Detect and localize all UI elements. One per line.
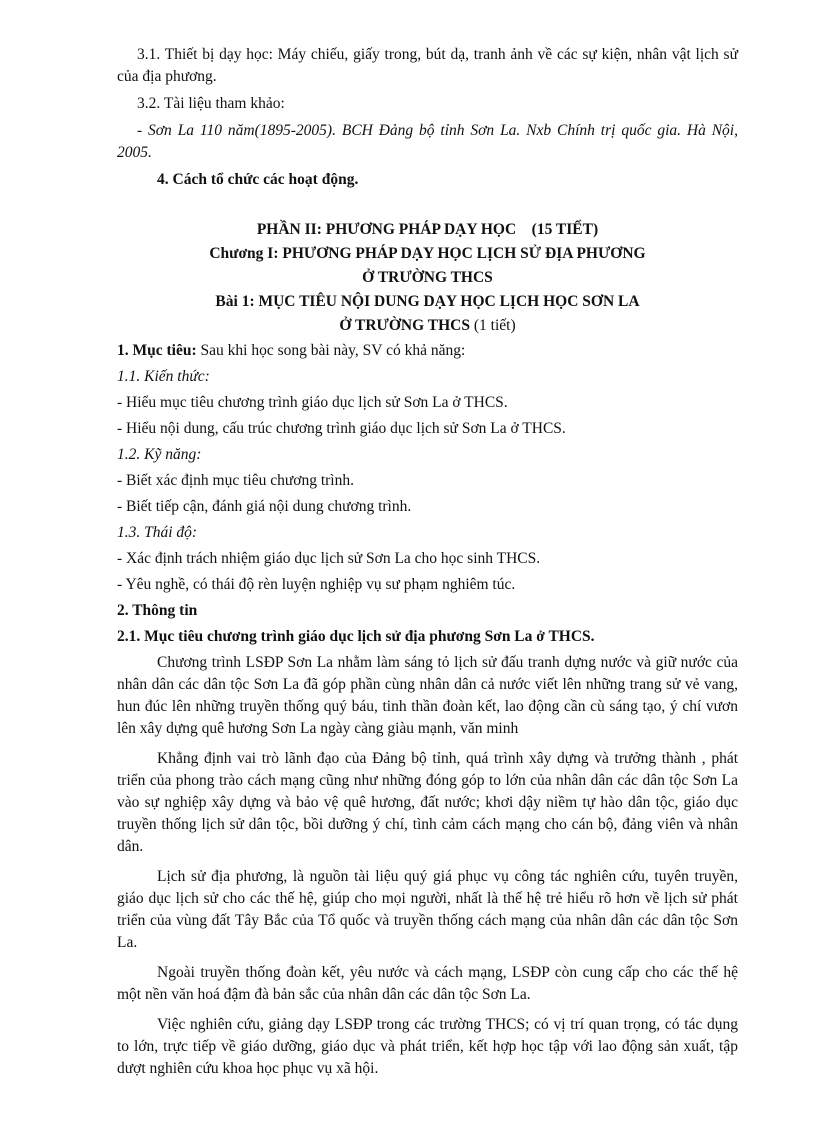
skills-item-1: - Biết xác định mục tiêu chương trình.: [117, 472, 354, 489]
reference-heading: 3.2. Tài liệu tham khảo:: [137, 95, 285, 112]
objectives-label: 1. Mục tiêu:: [117, 342, 197, 359]
lesson-title-line1: Bài 1: MỤC TIÊU NỘI DUNG DẠY HỌC LỊCH HỌC SƠN LA: [215, 293, 640, 310]
body-paragraph-3: Lịch sử địa phương, là nguồn tài liệu quý giá phục vụ công tác nghiên cứu, tuyên truyền, giáo dục lịch sử cho các thế hệ, giúp cho mọi người, nhất là thế hệ trẻ hiểu rõ hơn về lịch sử phát triển của vùng đất Tây Bắc của Tổ quốc và truyền thống cách mạng của nhân dân các dân tộc Sơn La.: [117, 868, 738, 951]
knowledge-heading: 1.1. Kiến thức:: [117, 368, 210, 385]
part-title: PHẦN II: PHƯƠNG PHÁP DẠY HỌC (15 TIẾT): [256, 221, 599, 238]
chapter-title-line1: Chương I: PHƯƠNG PHÁP DẠY HỌC LỊCH SỬ ĐỊA PHƯƠNG: [209, 245, 646, 262]
attitude-heading: 1.3. Thái độ:: [117, 524, 198, 541]
lesson-title-line2: [117, 315, 738, 337]
equipment-paragraph: 3.1. Thiết bị dạy học: Máy chiếu, giấy trong, bút dạ, tranh ảnh về các sự kiện, nhân vật lịch sử của địa phương.: [117, 46, 738, 85]
body-paragraph-2: Khẳng định vai trò lãnh đạo của Đảng bộ tỉnh, quá trình xây dựng và trưởng thành , phát triển của phong trào cách mạng cũng như những đóng góp to lớn của nhân dân các dân tộc Sơn La vào sự nghiệp xây dựng và bảo vệ quê hương, đất nước; khơi dậy niềm tự hào dân tộc, giáo dục truyền thống lịch sử dân tộc, bồi dưỡng ý chí, tình cảm cách mạng cho cán bộ, đảng viên và nhân dân.: [117, 750, 738, 855]
chapter-title-line2: Ở TRƯỜNG THCS: [362, 269, 493, 286]
info-heading: 2. Thông tin: [117, 602, 198, 619]
skills-heading: 1.2. Kỹ năng:: [117, 446, 202, 463]
lesson-duration: (1 tiết): [470, 317, 516, 334]
attitude-item-2: - Yêu nghề, có thái độ rèn luyện nghiệp vụ sư phạm nghiêm túc.: [117, 576, 516, 593]
info-subheading: 2.1. Mục tiêu chương trình giáo dục lịch sử địa phương Sơn La ở THCS.: [117, 628, 595, 645]
knowledge-item-2: - Hiểu nội dung, cấu trúc chương trình giáo dục lịch sử Sơn La ở THCS.: [117, 420, 566, 437]
reference-item: - Sơn La 110 năm(1895-2005). BCH Đảng bộ tỉnh Sơn La. Nxb Chính trị quốc gia. Hà Nội, 2005.: [117, 122, 738, 161]
body-paragraph-4: Ngoài truyền thống đoàn kết, yêu nước và cách mạng, LSĐP còn cung cấp cho các thế hệ một nền văn hoá đậm đà bản sắc của nhân dân các dân tộc Sơn La.: [117, 964, 738, 1003]
knowledge-item-1: - Hiểu mục tiêu chương trình giáo dục lịch sử Sơn La ở THCS.: [117, 394, 508, 411]
skills-item-2: - Biết tiếp cận, đánh giá nội dung chương trình.: [117, 498, 412, 515]
document-page: [117, 44, 738, 1080]
activities-heading: 4. Cách tổ chức các hoạt động.: [157, 171, 359, 188]
objectives-text: Sau khi học song bài này, SV có khả năng:: [196, 342, 466, 359]
attitude-item-1: - Xác định trách nhiệm giáo dục lịch sử Sơn La cho học sinh THCS.: [117, 550, 541, 567]
body-paragraph-5: Việc nghiên cứu, giảng dạy LSĐP trong các trường THCS; có vị trí quan trọng, có tác dụng to lớn, trực tiếp về giáo dưỡng, giáo dục và phát triển, kết hợp học tập với lao động sản xuất, tập dượt nghiên cứu khoa học phục vụ xã hội.: [117, 1016, 738, 1077]
objectives-paragraph: [117, 340, 738, 362]
body-paragraph-1: Chương trình LSĐP Sơn La nhằm làm sáng tỏ lịch sử đấu tranh dựng nước và giữ nước của nhân dân các dân tộc Sơn La đã góp phần cùng nhân dân cả nước viết lên những trang sử vẻ vang, hun đúc lên những truyền thống quý báu, tinh thần đoàn kết, lao động cần cù sáng tạo, ý chí vươn lên xây dựng quê hương Sơn La ngày càng giàu mạnh, văn minh: [117, 654, 738, 737]
lesson-title-main: Ở TRƯỜNG THCS: [339, 317, 470, 334]
